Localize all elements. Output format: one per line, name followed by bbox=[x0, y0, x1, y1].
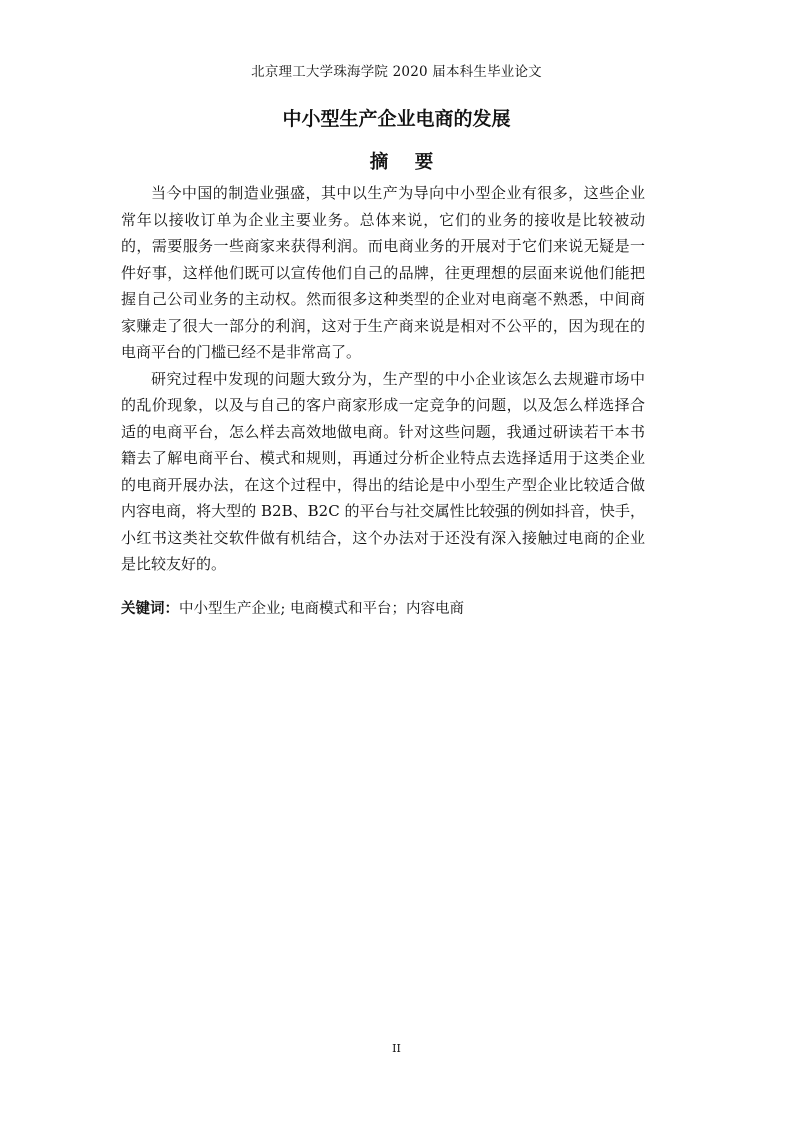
running-header: 北京理工大学珠海学院 2020 届本科生毕业论文 bbox=[251, 64, 542, 80]
abstract-body bbox=[121, 180, 645, 578]
keywords-line bbox=[121, 597, 661, 621]
abstract-paragraph-2: 研究过程中发现的问题大致分为，生产型的中小企业该怎么去规避市场中的乱价现象，以及与自己的客户商家形成一定竞争的问题，以及怎么样选择合适的电商平台，怎么样去高效地做电商。针对这些问题，我通过研读若干本书籍去了解电商平台、模式和规则，再通过分析企业特点去选择适用于这类企业的电商开展办法，在这个过程中，得出的结论是中小型生产型企业比较适合做内容电商，将大型的 B2B、B2C 的平台与社交属性比较强的例如抖音，快手，小红书这类社交软件做有机结合，这个办法对于还没有深入接触过电商的企业是比较友好的。 bbox=[121, 369, 645, 573]
keywords-text: 中小型生产企业; 电商模式和平台；内容电商 bbox=[179, 601, 464, 617]
keywords-label: 关键词： bbox=[121, 601, 179, 617]
paper-title: 中小型生产企业电商的发展 bbox=[282, 108, 511, 130]
page-number: II bbox=[392, 1042, 401, 1055]
abstract-paragraph-1: 当今中国的制造业强盛，其中以生产为导向中小型企业有很多，这些企业常年以接收订单为企业主要业务。总体来说，它们的业务的接收是比较被动的，需要服务一些商家来获得利润。而电商业务的开展对于它们来说无疑是一件好事，这样他们既可以宣传他们自己的品牌，往更理想的层面来说他们能把握自己公司业务的主动权。然而很多这种类型的企业对电商毫不熟悉，中间商家赚走了很大一部分的利润，这对于生产商来说是相对不公平的，因为现在的电商平台的门槛已经不是非常高了。 bbox=[121, 184, 645, 361]
abstract-heading: 摘 要 bbox=[369, 152, 444, 173]
